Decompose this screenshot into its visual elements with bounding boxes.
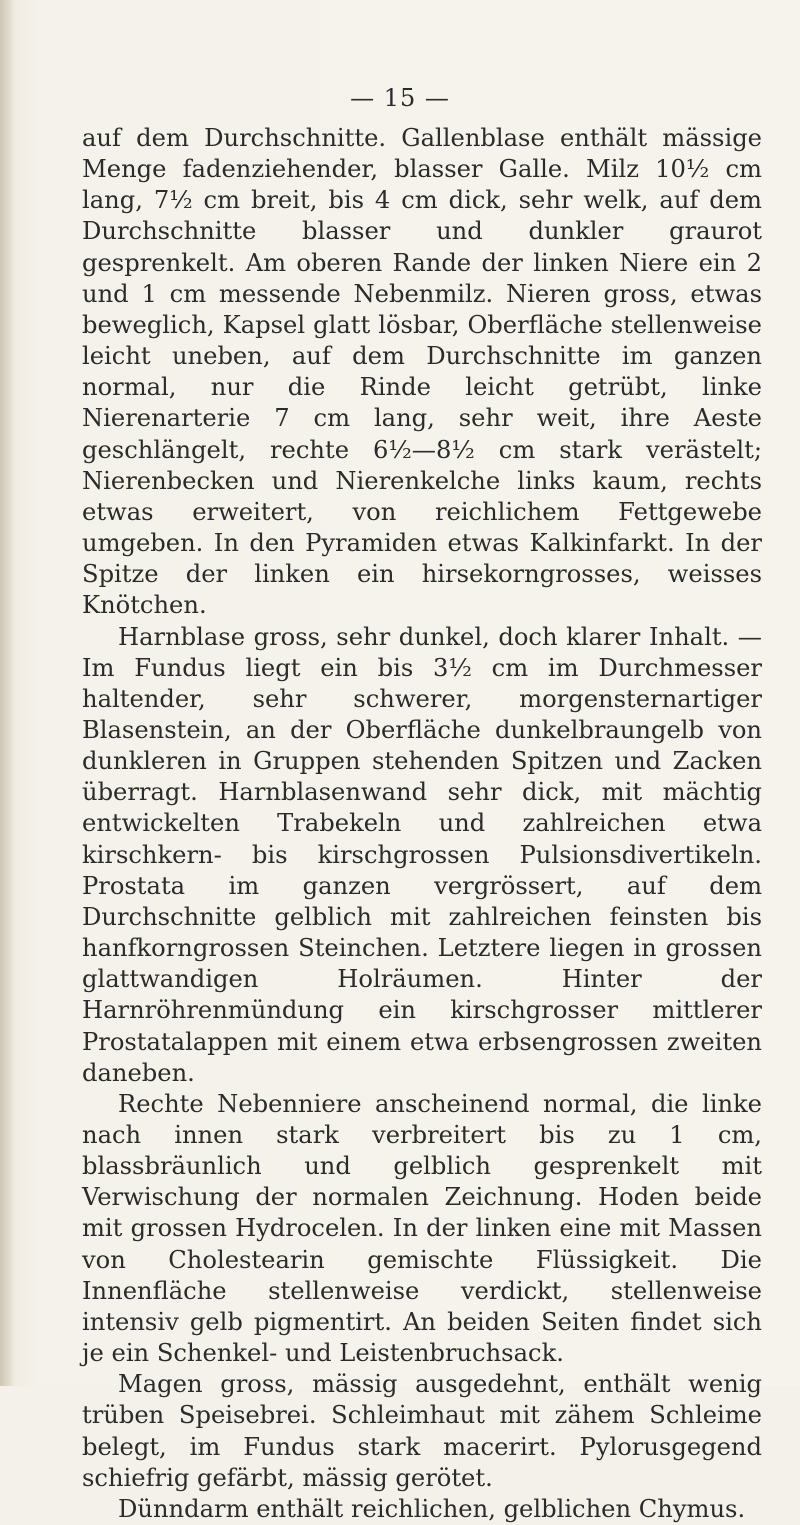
paragraph-5: Dünndarm enthält reichlichen, gelblichen Chymus. (118, 1494, 746, 1523)
page-number-header: — 15 — (350, 84, 450, 112)
paragraph-3: Rechte Nebenniere anscheinend normal, die linke nach innen stark verbreitert bis zu 1 cm, blassbräunlich und gelblich gesprenkelt mit Verwischung der normalen Zeichnung. Hoden beide mit grossen Hydrocelen. In der linken eine mit Massen von Cholestearin gemischte Flüssigkeit. Die Innenfläche stellenweise verdickt, stellenweise intensiv gelb pigmentirt. An beiden Seiten findet sich je ein Schenkel- und Leistenbruchsack. (82, 1089, 762, 1368)
paragraph-1: auf dem Durchschnitte. Gallenblase enthält mässige Menge fadenziehender, blasser Galle. Milz 10½ cm lang, 7½ cm breit, bis 4 cm dick, sehr welk, auf dem Durchschnitte blasser und dunkler graurot gesprenkelt. Am oberen Rande der linken Niere ein 2 und 1 cm messende Nebenmilz. Nieren gross, etwas beweglich, Kapsel glatt lösbar, Oberfläche stellenweise leicht uneben, auf dem Durchschnitte im ganzen normal, nur die Rinde leicht getrübt, linke Nierenarterie 7 cm lang, sehr weit, ihre Aeste geschlängelt, rechte 6½—8½ cm stark verästelt; Nierenbecken und Nierenkelche links kaum, rechts etwas erweitert, von reichlichem Fettgewebe umgeben. In den Pyramiden etwas Kalkinfarkt. In der Spitze der linken ein hirsekorngrosses, weisses Knötchen. (82, 124, 762, 620)
body-text (82, 123, 762, 1525)
binding-edge (0, 0, 14, 1386)
paragraph-4: Magen gross, mässig ausgedehnt, enthält wenig trüben Speisebrei. Schleimhaut mit zähem Schleime belegt, im Fundus stark macerirt. Pylorusgegend schiefrig gefärbt, mässig gerötet. (82, 1370, 762, 1492)
paragraph-2: Harnblase gross, sehr dunkel, doch klarer Inhalt. — Im Fundus liegt ein bis 3½ cm im Durchmesser haltender, sehr schwerer, morgensternartiger Blasenstein, an der Oberfläche dunkelbraungelb von dunkleren in Gruppen stehenden Spitzen und Zacken überragt. Harnblasenwand sehr dick, mit mächtig entwickelten Trabekeln und zahlreichen etwa kirschkern- bis kirschgrossen Pulsionsdivertikeln. Prostata im ganzen vergrössert, auf dem Durchschnitte gelblich mit zahlreichen feinsten bis hanfkorngrossen Steinchen. Letztere liegen in grossen glattwandigen Holräumen. Hinter der Harnröhrenmündung ein kirschgrosser mittlerer Prostatalappen mit einem etwa erbsengrossen zweiten daneben. (82, 622, 762, 1087)
